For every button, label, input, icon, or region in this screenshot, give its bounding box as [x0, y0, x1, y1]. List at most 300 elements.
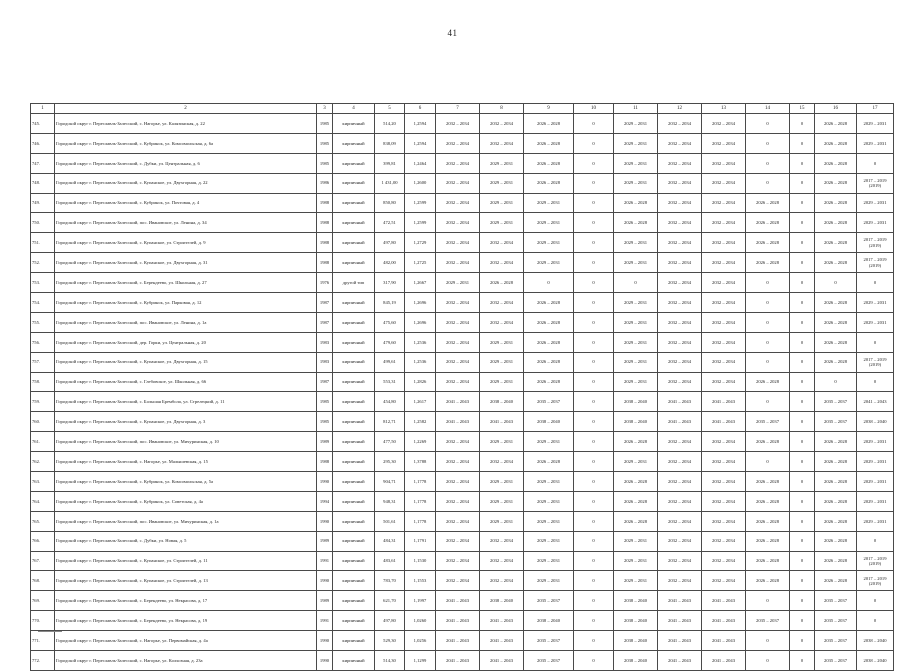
period-cell-col-17: 2029 – 2031 [857, 491, 894, 511]
table-row [31, 472, 894, 492]
period-cell-col-16: 2035 – 2037 [815, 611, 857, 631]
period-cell-col-13: 2032 – 2034 [702, 233, 746, 253]
row-number-cell: 754. [31, 293, 55, 313]
period-cell-col-14: 0 [746, 153, 790, 173]
period-cell-col-14: 0 [746, 392, 790, 412]
period-cell-col-13: 2032 – 2034 [702, 352, 746, 372]
year-cell: 1987 [317, 372, 333, 392]
period-cell-col-8: 2029 – 2031 [480, 472, 524, 492]
row-number-cell: 762. [31, 452, 55, 472]
address-cell: Городской округ г. Переславль-Залесский, с. Купанское, ул. Строителей, д. 13 [55, 571, 317, 591]
period-cell-col-7: 2032 – 2034 [436, 173, 480, 193]
period-cell-col-16: 2026 – 2028 [815, 571, 857, 591]
period-cell-col-12: 2032 – 2034 [658, 571, 702, 591]
column-number-header-row [31, 104, 894, 114]
coefficient-cell: 1,3788 [405, 452, 436, 472]
period-cell-col-16: 2026 – 2028 [815, 193, 857, 213]
coefficient-cell: 1,2269 [405, 432, 436, 452]
period-cell-col-9: 2029 – 2031 [524, 233, 574, 253]
table-row [31, 312, 894, 332]
period-cell-col-7: 2032 – 2034 [436, 531, 480, 551]
address-cell: Городской округ г. Переславль-Залесский, пос. Ивановское, ул. Ленина, д. 1а [55, 312, 317, 332]
period-cell-col-13: 2032 – 2034 [702, 511, 746, 531]
wall-material-cell: кирпичный [333, 173, 375, 193]
period-cell-col-8: 2032 – 2034 [480, 531, 524, 551]
coefficient-cell: 1,2582 [405, 412, 436, 432]
wall-material-cell: кирпичный [333, 133, 375, 153]
year-cell: 1989 [317, 531, 333, 551]
year-cell: 1983 [317, 352, 333, 372]
table-row [31, 332, 894, 352]
period-cell-col-7: 2041 – 2043 [436, 611, 480, 631]
period-cell-col-10: 0 [574, 571, 614, 591]
period-cell-col-17: 0 [857, 591, 894, 611]
coefficient-cell: 1,1778 [405, 472, 436, 492]
address-cell: Городской округ г. Переславль-Залесский, с. Нагорье, ул. Первомайская, д. 4а [55, 631, 317, 651]
period-cell-col-10: 0 [574, 352, 614, 372]
year-cell: 1990 [317, 651, 333, 671]
period-cell-col-11: 2026 – 2028 [614, 193, 658, 213]
period-cell-col-13: 2032 – 2034 [702, 114, 746, 134]
period-cell-col-15: 0 [790, 412, 815, 432]
year-cell: 1989 [317, 591, 333, 611]
area-cell: 621,70 [375, 591, 405, 611]
period-cell-col-12: 2032 – 2034 [658, 233, 702, 253]
table-row [31, 133, 894, 153]
year-cell: 1988 [317, 193, 333, 213]
column-header-3: 3 [317, 104, 333, 114]
period-cell-col-13: 2032 – 2034 [702, 531, 746, 551]
period-cell-col-12: 2032 – 2034 [658, 332, 702, 352]
period-cell-col-9: 2038 – 2040 [524, 412, 574, 432]
period-cell-col-13: 2032 – 2034 [702, 173, 746, 193]
period-cell-col-12: 2041 – 2043 [658, 611, 702, 631]
row-number-cell: 772. [31, 651, 55, 671]
period-cell-col-10: 0 [574, 631, 614, 651]
period-cell-col-10: 0 [574, 273, 614, 293]
coefficient-cell: 1,2826 [405, 372, 436, 392]
period-cell-col-7: 2032 – 2034 [436, 432, 480, 452]
period-cell-col-15: 0 [790, 153, 815, 173]
period-cell-col-13: 2041 – 2043 [702, 611, 746, 631]
period-cell-col-14: 0 [746, 293, 790, 313]
period-cell-col-17: 2041 – 2043 [857, 392, 894, 412]
period-cell-col-16: 2026 – 2028 [815, 452, 857, 472]
period-cell-col-7: 2032 – 2034 [436, 293, 480, 313]
area-cell: 838,09 [375, 133, 405, 153]
wall-material-cell: кирпичный [333, 332, 375, 352]
period-cell-col-12: 2032 – 2034 [658, 352, 702, 372]
period-cell-col-16: 2026 – 2028 [815, 551, 857, 571]
column-header-7: 7 [436, 104, 480, 114]
wall-material-cell: кирпичный [333, 611, 375, 631]
coefficient-cell: 1,2599 [405, 213, 436, 233]
period-cell-col-8: 2029 – 2031 [480, 332, 524, 352]
year-cell: 1994 [317, 491, 333, 511]
wall-material-cell: кирпичный [333, 293, 375, 313]
coefficient-cell: 1,0260 [405, 611, 436, 631]
row-number-cell: 750. [31, 213, 55, 233]
row-number-cell: 749. [31, 193, 55, 213]
wall-material-cell: кирпичный [333, 591, 375, 611]
period-cell-col-17: 2029 – 2031 [857, 213, 894, 233]
address-cell: Городской округ г. Переславль-Залесский, с. Нагорье, ул. Колхозная, д. 23а [55, 651, 317, 671]
period-cell-col-15: 0 [790, 352, 815, 372]
period-cell-col-13: 2041 – 2043 [702, 631, 746, 651]
period-cell-col-8: 2029 – 2031 [480, 372, 524, 392]
table-row [31, 631, 894, 651]
address-cell: Городской округ г. Переславль-Залесский, с. Дубки, ул. Новая, д. 5 [55, 531, 317, 551]
period-cell-col-16: 0 [815, 273, 857, 293]
period-cell-col-13: 2041 – 2043 [702, 651, 746, 671]
wall-material-cell: кирпичный [333, 511, 375, 531]
period-cell-col-15: 0 [790, 372, 815, 392]
period-cell-col-17: 0 [857, 531, 894, 551]
period-cell-col-16: 0 [815, 372, 857, 392]
year-cell: 1985 [317, 114, 333, 134]
address-cell: Городской округ г. Переславль-Залесский, с. Нагорье, ул. Малышевская, д. 15 [55, 452, 317, 472]
column-header-1: 1 [31, 104, 55, 114]
period-cell-col-15: 0 [790, 571, 815, 591]
area-cell: 295,30 [375, 452, 405, 472]
table-row [31, 531, 894, 551]
address-cell: Городской округ г. Переславль-Залесский, с. Купанское, ул. Двухгорная, д. 3 [55, 412, 317, 432]
table-body [31, 104, 894, 671]
footer-mark [38, 631, 62, 632]
row-number-cell: 767. [31, 551, 55, 571]
coefficient-cell: 1,2600 [405, 173, 436, 193]
period-cell-col-8: 2038 – 2040 [480, 392, 524, 412]
period-cell-col-17: 2029 – 2031 [857, 432, 894, 452]
period-cell-col-15: 0 [790, 551, 815, 571]
period-cell-col-17: 2017 – 2019 (2019) [857, 233, 894, 253]
coefficient-cell: 1,2594 [405, 133, 436, 153]
year-cell: 1976 [317, 273, 333, 293]
period-cell-col-15: 0 [790, 114, 815, 134]
period-cell-col-16: 2026 – 2028 [815, 233, 857, 253]
period-cell-col-11: 0 [614, 273, 658, 293]
period-cell-col-12: 2041 – 2043 [658, 412, 702, 432]
period-cell-col-8: 2032 – 2034 [480, 551, 524, 571]
period-cell-col-15: 0 [790, 133, 815, 153]
coefficient-cell: 1,1997 [405, 591, 436, 611]
period-cell-col-10: 0 [574, 312, 614, 332]
period-cell-col-17: 2029 – 2031 [857, 133, 894, 153]
period-cell-col-9: 2029 – 2031 [524, 531, 574, 551]
area-cell: 553,31 [375, 372, 405, 392]
address-cell: Городской округ г. Переславль-Залесский, с. Большая Брембола, ул. Стрелецкий, д. 11 [55, 392, 317, 412]
period-cell-col-17: 2029 – 2031 [857, 293, 894, 313]
period-cell-col-12: 2041 – 2043 [658, 631, 702, 651]
address-cell: Городской округ г. Переславль-Залесский, с. Кубринск, ул. Парковая, д. 12 [55, 293, 317, 313]
row-number-cell: 747. [31, 153, 55, 173]
period-cell-col-12: 2032 – 2034 [658, 472, 702, 492]
period-cell-col-14: 0 [746, 133, 790, 153]
year-cell: 1985 [317, 153, 333, 173]
area-cell: 783,70 [375, 571, 405, 591]
period-cell-col-17: 0 [857, 372, 894, 392]
period-cell-col-8: 2029 – 2031 [480, 432, 524, 452]
coefficient-cell: 1,2667 [405, 273, 436, 293]
period-cell-col-10: 0 [574, 114, 614, 134]
wall-material-cell: кирпичный [333, 531, 375, 551]
address-cell: Городской округ г. Переславль-Залесский, с. Кубринск, ул. Советская, д. 4а [55, 491, 317, 511]
coefficient-cell: 1,2599 [405, 193, 436, 213]
period-cell-col-9: 2026 – 2028 [524, 452, 574, 472]
period-cell-col-10: 0 [574, 651, 614, 671]
table-row [31, 173, 894, 193]
year-cell: 1987 [317, 293, 333, 313]
period-cell-col-16: 2035 – 2037 [815, 651, 857, 671]
area-cell: 501,61 [375, 511, 405, 531]
period-cell-col-8: 2032 – 2034 [480, 233, 524, 253]
wall-material-cell: кирпичный [333, 392, 375, 412]
coefficient-cell: 1,1553 [405, 571, 436, 591]
area-cell: 477,50 [375, 432, 405, 452]
period-cell-col-11: 2029 – 2031 [614, 332, 658, 352]
period-cell-col-11: 2026 – 2028 [614, 511, 658, 531]
period-cell-col-10: 0 [574, 133, 614, 153]
row-number-cell: 758. [31, 372, 55, 392]
coefficient-cell: 1,2536 [405, 332, 436, 352]
year-cell: 1987 [317, 312, 333, 332]
period-cell-col-13: 2032 – 2034 [702, 133, 746, 153]
row-number-cell: 752. [31, 253, 55, 273]
period-cell-col-10: 0 [574, 432, 614, 452]
address-cell: Городской округ г. Переславль-Залесский, с. Глебовское, ул. Школьная, д. 66 [55, 372, 317, 392]
period-cell-col-9: 2026 – 2028 [524, 153, 574, 173]
address-cell: Городской округ г. Переславль-Залесский, с. Берендеево, ул. Школьная, д. 27 [55, 273, 317, 293]
table-row [31, 233, 894, 253]
year-cell: 1989 [317, 432, 333, 452]
housing-registry-table [30, 103, 894, 671]
period-cell-col-13: 2032 – 2034 [702, 312, 746, 332]
year-cell: 1990 [317, 472, 333, 492]
coefficient-cell: 1,1778 [405, 511, 436, 531]
period-cell-col-7: 2041 – 2043 [436, 651, 480, 671]
area-cell: 948,31 [375, 491, 405, 511]
row-number-cell: 755. [31, 312, 55, 332]
period-cell-col-13: 2041 – 2043 [702, 591, 746, 611]
coefficient-cell: 1,1299 [405, 651, 436, 671]
period-cell-col-7: 2032 – 2034 [436, 133, 480, 153]
period-cell-col-8: 2041 – 2043 [480, 631, 524, 651]
area-cell: 850,80 [375, 193, 405, 213]
row-number-cell: 751. [31, 233, 55, 253]
area-cell: 812,71 [375, 412, 405, 432]
period-cell-col-7: 2032 – 2034 [436, 332, 480, 352]
period-cell-col-17: 0 [857, 273, 894, 293]
period-cell-col-11: 2029 – 2031 [614, 133, 658, 153]
wall-material-cell: кирпичный [333, 452, 375, 472]
period-cell-col-17: 2029 – 2031 [857, 114, 894, 134]
period-cell-col-15: 0 [790, 611, 815, 631]
period-cell-col-9: 2029 – 2031 [524, 551, 574, 571]
period-cell-col-16: 2026 – 2028 [815, 114, 857, 134]
period-cell-col-16: 2026 – 2028 [815, 531, 857, 551]
area-cell: 399,81 [375, 153, 405, 173]
column-header-13: 13 [702, 104, 746, 114]
area-cell: 317,90 [375, 273, 405, 293]
period-cell-col-17: 0 [857, 332, 894, 352]
period-cell-col-15: 0 [790, 491, 815, 511]
period-cell-col-16: 2035 – 2037 [815, 392, 857, 412]
period-cell-col-8: 2032 – 2034 [480, 452, 524, 472]
period-cell-col-11: 2038 – 2040 [614, 412, 658, 432]
period-cell-col-14: 0 [746, 114, 790, 134]
period-cell-col-16: 2026 – 2028 [815, 491, 857, 511]
period-cell-col-9: 2029 – 2031 [524, 432, 574, 452]
period-cell-col-17: 2017 – 2019 (2019) [857, 173, 894, 193]
column-header-16: 16 [815, 104, 857, 114]
period-cell-col-15: 0 [790, 213, 815, 233]
year-cell: 1985 [317, 412, 333, 432]
period-cell-col-7: 2032 – 2034 [436, 213, 480, 233]
row-number-cell: 748. [31, 173, 55, 193]
area-cell: 514,20 [375, 114, 405, 134]
period-cell-col-12: 2041 – 2043 [658, 651, 702, 671]
period-cell-col-11: 2029 – 2031 [614, 551, 658, 571]
period-cell-col-8: 2032 – 2034 [480, 293, 524, 313]
period-cell-col-16: 2026 – 2028 [815, 213, 857, 233]
period-cell-col-12: 2032 – 2034 [658, 173, 702, 193]
period-cell-col-17: 2038 – 2040 [857, 631, 894, 651]
period-cell-col-13: 2032 – 2034 [702, 332, 746, 352]
period-cell-col-16: 2035 – 2037 [815, 591, 857, 611]
period-cell-col-11: 2038 – 2040 [614, 611, 658, 631]
period-cell-col-15: 0 [790, 253, 815, 273]
period-cell-col-9: 2029 – 2031 [524, 571, 574, 591]
period-cell-col-14: 0 [746, 452, 790, 472]
period-cell-col-9: 2029 – 2031 [524, 213, 574, 233]
period-cell-col-10: 0 [574, 233, 614, 253]
period-cell-col-14: 2026 – 2028 [746, 551, 790, 571]
year-cell: 1985 [317, 392, 333, 412]
period-cell-col-17: 2029 – 2031 [857, 312, 894, 332]
address-cell: Городской округ г. Переславль-Залесский, с. Берендеево, ул. Некрасова, д. 19 [55, 611, 317, 631]
period-cell-col-15: 0 [790, 511, 815, 531]
period-cell-col-14: 2026 – 2028 [746, 472, 790, 492]
table-row [31, 591, 894, 611]
period-cell-col-10: 0 [574, 293, 614, 313]
period-cell-col-10: 0 [574, 213, 614, 233]
period-cell-col-9: 2026 – 2028 [524, 372, 574, 392]
address-cell: Городской округ г. Переславль-Залесский, с. Купанское, ул. Двухгорная, д. 22 [55, 173, 317, 193]
period-cell-col-8: 2032 – 2034 [480, 114, 524, 134]
period-cell-col-14: 0 [746, 273, 790, 293]
table-row [31, 551, 894, 571]
period-cell-col-9: 2035 – 2037 [524, 392, 574, 412]
period-cell-col-15: 0 [790, 531, 815, 551]
area-cell: 499,61 [375, 352, 405, 372]
period-cell-col-13: 2032 – 2034 [702, 213, 746, 233]
period-cell-col-10: 0 [574, 332, 614, 352]
period-cell-col-10: 0 [574, 153, 614, 173]
table-row [31, 491, 894, 511]
period-cell-col-16: 2026 – 2028 [815, 173, 857, 193]
column-header-17: 17 [857, 104, 894, 114]
coefficient-cell: 1,2536 [405, 352, 436, 372]
period-cell-col-11: 2026 – 2028 [614, 432, 658, 452]
period-cell-col-14: 2026 – 2028 [746, 372, 790, 392]
row-number-cell: 760. [31, 412, 55, 432]
year-cell: 1990 [317, 571, 333, 591]
period-cell-col-12: 2032 – 2034 [658, 293, 702, 313]
period-cell-col-17: 2017 – 2019 (2019) [857, 551, 894, 571]
table-row [31, 651, 894, 671]
coefficient-cell: 1,2464 [405, 153, 436, 173]
period-cell-col-13: 2032 – 2034 [702, 253, 746, 273]
period-cell-col-12: 2032 – 2034 [658, 253, 702, 273]
period-cell-col-11: 2029 – 2031 [614, 153, 658, 173]
row-number-cell: 764. [31, 491, 55, 511]
period-cell-col-15: 0 [790, 312, 815, 332]
period-cell-col-14: 2026 – 2028 [746, 571, 790, 591]
period-cell-col-8: 2032 – 2034 [480, 312, 524, 332]
table-row [31, 273, 894, 293]
period-cell-col-11: 2029 – 2031 [614, 452, 658, 472]
period-cell-col-8: 2029 – 2031 [480, 193, 524, 213]
period-cell-col-14: 0 [746, 631, 790, 651]
period-cell-col-13: 2032 – 2034 [702, 153, 746, 173]
period-cell-col-13: 2032 – 2034 [702, 193, 746, 213]
period-cell-col-12: 2032 – 2034 [658, 551, 702, 571]
period-cell-col-11: 2038 – 2040 [614, 591, 658, 611]
period-cell-col-15: 0 [790, 332, 815, 352]
table-row [31, 253, 894, 273]
period-cell-col-14: 0 [746, 591, 790, 611]
address-cell: Городской округ г. Переславль-Залесский, пос. Ивановское, ул. Мичуринская, д. 10 [55, 432, 317, 452]
address-cell: Городской округ г. Переславль-Залесский, с. Дубки, ул. Центральная, д. 6 [55, 153, 317, 173]
period-cell-col-16: 2035 – 2037 [815, 631, 857, 651]
year-cell: 1983 [317, 332, 333, 352]
period-cell-col-17: 2029 – 2031 [857, 193, 894, 213]
row-number-cell: 759. [31, 392, 55, 412]
wall-material-cell: кирпичный [333, 571, 375, 591]
row-number-cell: 756. [31, 332, 55, 352]
period-cell-col-13: 2032 – 2034 [702, 551, 746, 571]
period-cell-col-14: 2026 – 2028 [746, 253, 790, 273]
column-header-4: 4 [333, 104, 375, 114]
row-number-cell: 768. [31, 571, 55, 591]
period-cell-col-13: 2032 – 2034 [702, 452, 746, 472]
period-cell-col-12: 2032 – 2034 [658, 511, 702, 531]
period-cell-col-17: 2017 – 2019 (2019) [857, 253, 894, 273]
period-cell-col-15: 0 [790, 233, 815, 253]
coefficient-cell: 1,1791 [405, 531, 436, 551]
row-number-cell: 770. [31, 611, 55, 631]
area-cell: 497,80 [375, 611, 405, 631]
column-header-11: 11 [614, 104, 658, 114]
wall-material-cell: кирпичный [333, 651, 375, 671]
coefficient-cell: 1,2594 [405, 114, 436, 134]
period-cell-col-16: 2026 – 2028 [815, 253, 857, 273]
period-cell-col-17: 2017 – 2019 (2019) [857, 352, 894, 372]
period-cell-col-7: 2041 – 2043 [436, 631, 480, 651]
period-cell-col-17: 0 [857, 611, 894, 631]
wall-material-cell: кирпичный [333, 491, 375, 511]
period-cell-col-7: 2032 – 2034 [436, 452, 480, 472]
period-cell-col-10: 0 [574, 173, 614, 193]
period-cell-col-7: 2032 – 2034 [436, 193, 480, 213]
period-cell-col-9: 2026 – 2028 [524, 133, 574, 153]
period-cell-col-10: 0 [574, 392, 614, 412]
period-cell-col-14: 2026 – 2028 [746, 213, 790, 233]
year-cell: 1991 [317, 551, 333, 571]
period-cell-col-14: 0 [746, 312, 790, 332]
period-cell-col-15: 0 [790, 651, 815, 671]
page-number: 41 [447, 28, 458, 38]
